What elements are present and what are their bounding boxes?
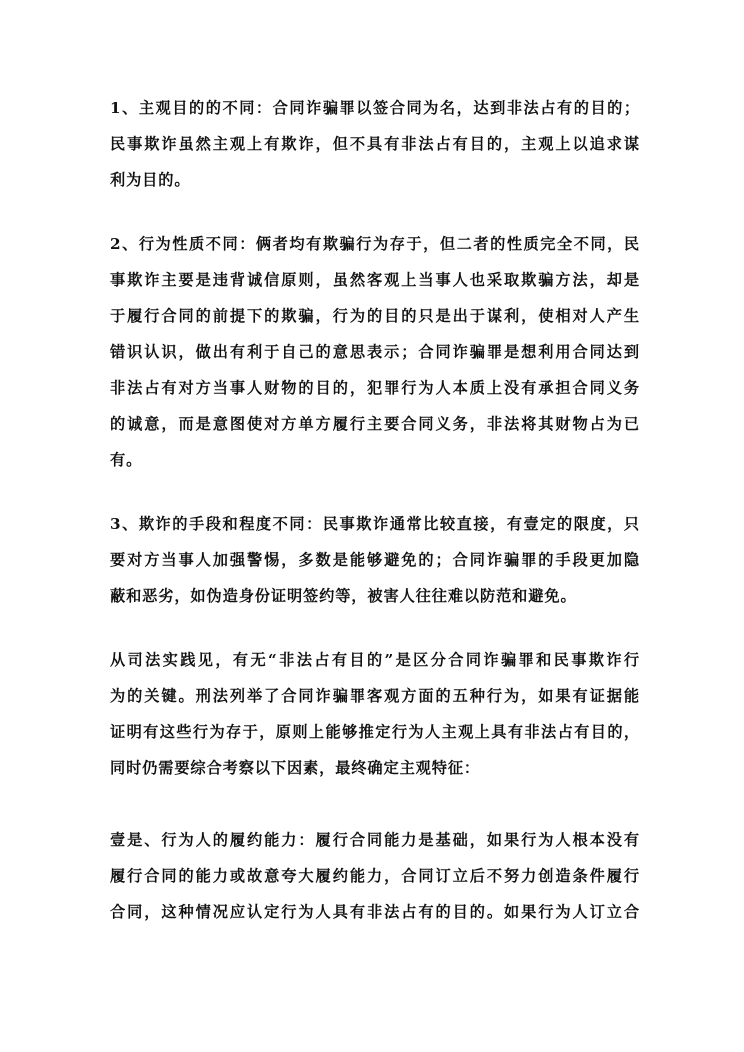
- text-line: 非法占有对方当事人财物的目的，犯罪行为人本质上没有承担合同义务: [110, 379, 640, 397]
- text-line: 民事欺诈虽然主观上有欺诈，但不具有非法占有目的，主观上以追求谋: [110, 135, 640, 153]
- paragraph-fraud-means: [110, 506, 640, 614]
- text-line: 合同，这种情况应认定行为人具有非法占有的目的。如果行为人订立合: [110, 903, 640, 921]
- text-line: 1、主观目的的不同：合同诈骗罪以签合同为名，达到非法占有的目的；: [110, 99, 640, 117]
- text-line: 壹是、行为人的履约能力：履行合同能力是基础，如果行为人根本没有: [110, 831, 640, 849]
- text-line: 事欺诈主要是违背诚信原则，虽然客观上当事人也采取欺骗方法，却是: [110, 271, 640, 289]
- text-line: 错识认识，做出有利于自己的意思表示；合同诈骗罪是想利用合同达到: [110, 343, 640, 361]
- text-line: 3、欺诈的手段和程度不同：民事欺诈通常比较直接，有壹定的限度，只: [110, 515, 640, 533]
- paragraph-judicial-practice: [110, 642, 640, 786]
- text-line: 履行合同的能力或故意夸大履约能力，合同订立后不努力创造条件履行: [110, 867, 640, 885]
- text-line: 于履行合同的前提下的欺骗，行为的目的只是出于谋利，使相对人产生: [110, 307, 640, 325]
- text-line: 的诚意，而是意图使对方单方履行主要合同义务，非法将其财物占为已: [110, 415, 640, 433]
- text-line: 利为目的。: [110, 171, 191, 189]
- paragraph-subjective-purpose: [110, 90, 640, 198]
- text-line: 蔽和恶劣，如伪造身份证明签约等，被害人往往难以防范和避免。: [110, 587, 577, 605]
- paragraph-behavior-nature: [110, 226, 640, 478]
- text-line: 同时仍需要综合考察以下因素，最终确定主观特征：: [110, 759, 481, 777]
- text-line: 为的关键。刑法列举了合同诈骗罪客观方面的五种行为，如果有证据能: [110, 687, 640, 705]
- paragraph-performance-ability: [110, 822, 640, 930]
- text-line: 要对方当事人加强警惕，多数是能够避免的；合同诈骗罪的手段更加隐: [110, 551, 640, 569]
- text-line: 有。: [110, 451, 143, 469]
- text-line: 证明有这些行为存于，原则上能够推定行为人主观上具有非法占有目的，: [110, 723, 640, 741]
- text-line: 从司法实践见，有无“非法占有目的”是区分合同诈骗罪和民事欺诈行: [110, 651, 640, 669]
- text-line: 2、行为性质不同：俩者均有欺骗行为存于，但二者的性质完全不同，民: [110, 235, 640, 253]
